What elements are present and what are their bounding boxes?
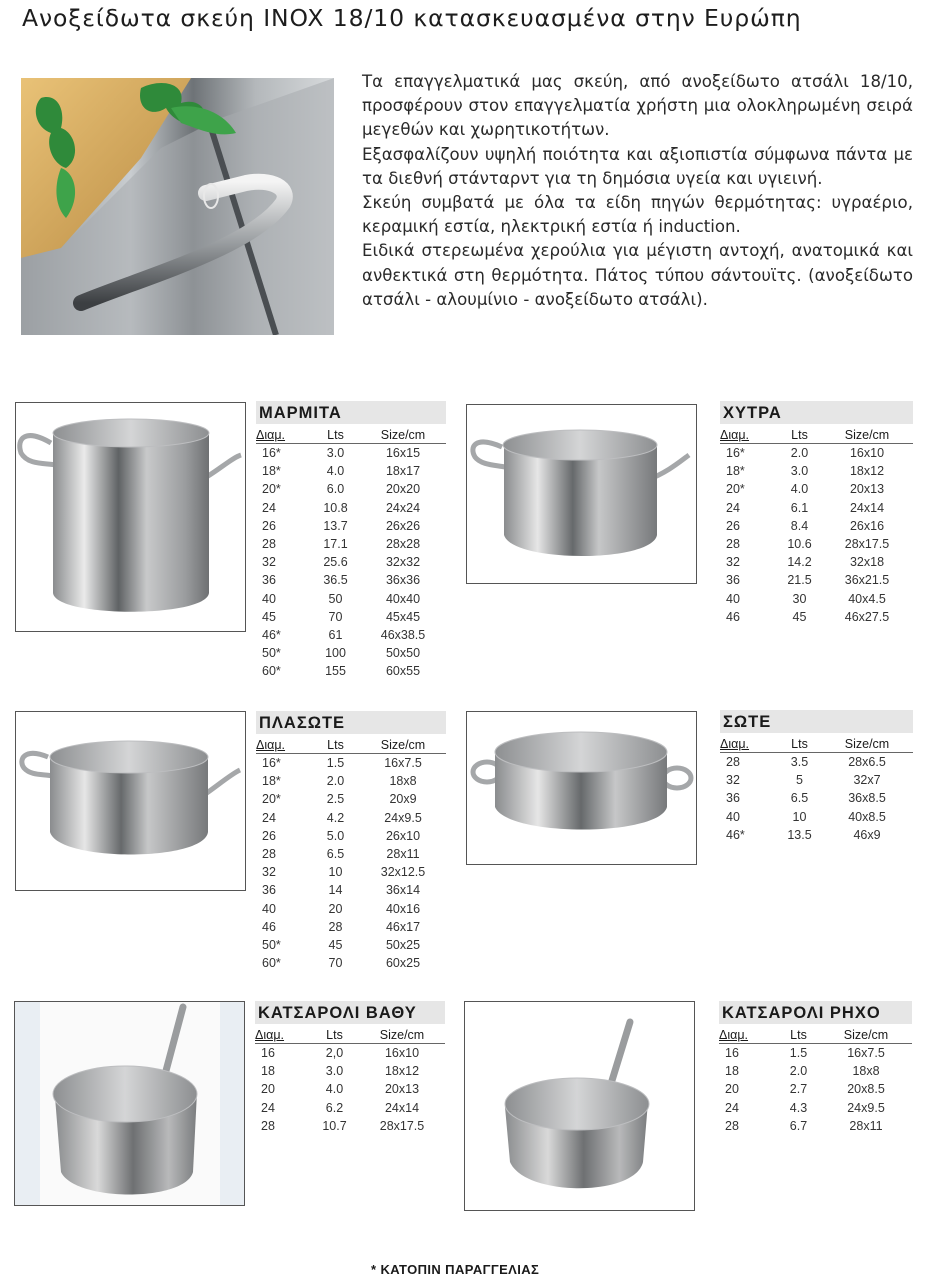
cell-size: 28x17.5 — [379, 1118, 425, 1133]
table-row — [720, 789, 913, 807]
cell-liters: 2.0 — [789, 1064, 808, 1079]
table-header — [256, 427, 446, 444]
cell-size: 46x38.5 — [380, 627, 426, 642]
cell-size: 36x21.5 — [844, 573, 890, 588]
cell-diameter: 16 — [725, 1046, 739, 1060]
cell-diameter: 28 — [262, 536, 276, 551]
cell-size: 50x50 — [385, 646, 421, 661]
cell-liters: 10.6 — [787, 536, 812, 551]
table-row — [255, 1062, 445, 1080]
cell-liters: 4.0 — [326, 464, 345, 479]
product-table-plasote — [256, 711, 446, 972]
low-casserole-icon — [16, 712, 245, 890]
table-row — [720, 826, 913, 844]
table-row — [720, 753, 913, 771]
cell-liters: 10 — [792, 809, 807, 824]
table-row — [256, 918, 446, 936]
table-row — [256, 553, 446, 571]
cell-diameter: 24 — [262, 500, 276, 515]
table-row — [720, 608, 913, 626]
cell-size: 20x13 — [849, 482, 885, 497]
table-header — [720, 736, 913, 753]
cell-liters: 2.7 — [789, 1082, 808, 1097]
cell-liters: 20 — [328, 901, 343, 916]
cell-size: 18x12 — [849, 464, 885, 479]
cell-liters: 155 — [325, 664, 346, 679]
col-liters-header: Lts — [791, 737, 808, 751]
col-diameter-header: Διαμ. — [256, 428, 286, 442]
cell-liters: 4.2 — [326, 810, 345, 825]
cell-diameter: 16* — [726, 446, 745, 460]
table-header — [719, 1027, 912, 1044]
cell-liters: 2.0 — [326, 774, 345, 789]
table-row — [256, 772, 446, 790]
product-table-katsaroli-rixo — [719, 1001, 912, 1135]
cell-liters: 1.5 — [789, 1046, 808, 1060]
cell-liters: 25.6 — [323, 555, 348, 570]
col-liters-header: Lts — [790, 1028, 807, 1042]
table-row — [720, 517, 913, 535]
page-title: Ανοξείδωτα σκεύη INOX 18/10 κατασκευασμένα στην Ευρώπη — [22, 4, 802, 32]
cell-diameter: 18 — [725, 1064, 739, 1079]
pot-handle-photo-icon — [21, 78, 334, 335]
cell-diameter: 18* — [262, 464, 281, 479]
cell-diameter: 26 — [262, 828, 276, 843]
saute-pan-icon — [467, 712, 696, 864]
cell-diameter: 40 — [262, 591, 276, 606]
cell-size: 32x32 — [385, 555, 421, 570]
cell-size: 46x27.5 — [844, 609, 890, 624]
intro-paragraph-4: Ειδικά στερεωμένα χερούλια για μέγιστη αντοχή, ανατομικά και ανθεκτικά στη θερμότητα. Πάτος τύπου σάντουϊτς. (ανοξείδωτο ατσάλι - αλουμίνιο - ανοξείδωτο ατσάλι). — [362, 241, 913, 309]
table-row — [256, 845, 446, 863]
product-name: ΧΥΤΡΑ — [720, 401, 913, 424]
cell-liters: 6.5 — [326, 846, 345, 861]
cell-liters: 45 — [792, 609, 807, 624]
cell-size: 24x9.5 — [384, 810, 422, 825]
table-row — [720, 590, 913, 608]
footnote-on-order: * ΚΑΤΟΠΙΝ ΠΑΡΑΓΓΕΛΙΑΣ — [371, 1262, 540, 1277]
table-row — [720, 808, 913, 826]
cell-size: 28x11 — [849, 1118, 883, 1133]
cell-diameter: 16* — [262, 446, 281, 460]
cell-liters: 6.1 — [790, 500, 809, 515]
table-row — [720, 444, 913, 462]
cell-liters: 4.3 — [789, 1100, 808, 1115]
cell-liters: 13.7 — [323, 518, 348, 533]
col-size-header: Size/cm — [379, 1028, 425, 1042]
cell-liters: 1.5 — [326, 756, 345, 770]
cell-diameter: 18 — [261, 1064, 275, 1079]
cell-diameter: 40 — [726, 591, 740, 606]
col-liters-header: Lts — [327, 738, 344, 752]
cell-diameter: 36 — [726, 791, 740, 806]
table-row — [255, 1080, 445, 1098]
cell-diameter: 40 — [726, 809, 740, 824]
cell-liters: 13.5 — [787, 827, 812, 842]
cell-diameter: 46* — [262, 627, 281, 642]
cell-size: 60x25 — [385, 956, 421, 971]
cell-size: 26x26 — [385, 518, 421, 533]
table-header — [256, 737, 446, 754]
intro-paragraph-1: Τα επαγγελματικά μας σκεύη, από ανοξείδωτο ατσάλι 18/10, προσφέρουν στον επαγγελματία χρήστη μια ολοκληρωμένη σειρά μεγεθών και χωρητικοτήτων. — [362, 72, 913, 140]
table-row — [255, 1099, 445, 1117]
cell-liters: 8.4 — [790, 518, 809, 533]
cell-diameter: 24 — [725, 1100, 739, 1115]
cell-liters: 4.0 — [790, 482, 809, 497]
cell-size: 24x24 — [385, 500, 421, 515]
table-row — [719, 1117, 912, 1135]
cell-diameter: 32 — [262, 865, 276, 880]
cell-size: 18x8 — [389, 774, 417, 789]
cell-size: 28x17.5 — [844, 536, 890, 551]
table-row — [256, 790, 446, 808]
table-row — [256, 881, 446, 899]
table-row — [719, 1099, 912, 1117]
table-row — [256, 662, 446, 680]
cell-size: 36x8.5 — [848, 791, 886, 806]
table-row — [256, 462, 446, 480]
cell-liters: 4.0 — [325, 1082, 344, 1097]
cell-size: 32x18 — [849, 555, 885, 570]
cell-diameter: 36 — [262, 883, 276, 898]
cell-size: 18x8 — [852, 1064, 880, 1079]
cell-liters: 10.7 — [322, 1118, 347, 1133]
cell-diameter: 26 — [262, 518, 276, 533]
cell-size: 16x10 — [384, 1046, 420, 1060]
table-row — [256, 809, 446, 827]
col-diameter-header: Διαμ. — [256, 738, 286, 752]
casserole-pot-icon — [467, 405, 696, 583]
shallow-saucepan-icon — [465, 1002, 694, 1210]
product-image-plasote — [15, 711, 246, 891]
table-row — [256, 827, 446, 845]
cell-liters: 2.0 — [790, 446, 809, 460]
cell-size: 40x8.5 — [848, 809, 886, 824]
cell-liters: 70 — [328, 956, 343, 971]
cell-size: 26x16 — [849, 518, 885, 533]
table-row — [255, 1117, 445, 1135]
col-size-header: Size/cm — [380, 738, 426, 752]
cell-size: 50x25 — [385, 937, 421, 952]
cell-diameter: 50* — [262, 646, 281, 661]
cell-size: 36x36 — [385, 573, 421, 588]
deep-saucepan-icon — [15, 1002, 244, 1205]
cell-size: 20x20 — [385, 482, 421, 497]
cell-size: 24x14 — [849, 500, 885, 515]
cell-diameter: 46 — [726, 609, 740, 624]
cell-liters: 10.8 — [323, 500, 348, 515]
cell-liters: 3.5 — [790, 755, 809, 769]
col-size-header: Size/cm — [844, 737, 890, 751]
cell-diameter: 28 — [261, 1118, 275, 1133]
intro-text — [362, 70, 913, 312]
cell-diameter: 18* — [726, 464, 745, 479]
stockpot-icon — [16, 403, 245, 631]
cell-liters: 2,0 — [325, 1046, 344, 1060]
col-liters-header: Lts — [326, 1028, 343, 1042]
cell-size: 46x9 — [853, 827, 881, 842]
col-diameter-header: Διαμ. — [255, 1028, 285, 1042]
cell-liters: 3.0 — [790, 464, 809, 479]
product-image-sote — [466, 711, 697, 865]
table-row — [256, 590, 446, 608]
table-row — [256, 444, 446, 462]
col-liters-header: Lts — [791, 428, 808, 442]
cell-liters: 14.2 — [787, 555, 812, 570]
cell-diameter: 32 — [726, 773, 740, 788]
table-header — [255, 1027, 445, 1044]
cell-size: 28x28 — [385, 536, 421, 551]
table-row — [256, 499, 446, 517]
col-diameter-header: Διαμ. — [720, 737, 750, 751]
cell-diameter: 46 — [262, 919, 276, 934]
product-table-xytra — [720, 401, 913, 626]
cell-diameter: 24 — [262, 810, 276, 825]
cell-liters: 6.0 — [326, 482, 345, 497]
cell-size: 36x14 — [385, 883, 421, 898]
table-row — [256, 626, 446, 644]
cell-liters: 5.0 — [326, 828, 345, 843]
cell-diameter: 60* — [262, 956, 281, 971]
cell-diameter: 20 — [261, 1082, 275, 1097]
cell-diameter: 16* — [262, 756, 281, 770]
cell-size: 32x12.5 — [380, 865, 426, 880]
product-name: ΚΑΤΣΑΡΟΛΙ ΒΑΘΥ — [255, 1001, 445, 1024]
cell-size: 40x16 — [385, 901, 421, 916]
cell-liters: 6.5 — [790, 791, 809, 806]
table-row — [719, 1044, 912, 1062]
cell-diameter: 20* — [262, 792, 281, 807]
cell-diameter: 50* — [262, 937, 281, 952]
cell-diameter: 24 — [261, 1100, 275, 1115]
table-row — [256, 517, 446, 535]
col-liters-header: Lts — [327, 428, 344, 442]
table-row — [720, 771, 913, 789]
table-row — [720, 571, 913, 589]
table-row — [256, 754, 446, 772]
product-table-marmita — [256, 401, 446, 680]
table-row — [719, 1080, 912, 1098]
table-row — [256, 644, 446, 662]
product-image-katsaroli-vathy — [14, 1001, 245, 1206]
cell-diameter: 24 — [726, 500, 740, 515]
cell-liters: 3.0 — [325, 1064, 344, 1079]
product-name: ΣΩΤΕ — [720, 710, 913, 733]
product-name: ΚΑΤΣΑΡΟΛΙ ΡΗΧΟ — [719, 1001, 912, 1024]
cell-diameter: 16 — [261, 1046, 275, 1060]
cell-diameter: 18* — [262, 774, 281, 789]
cell-diameter: 20 — [725, 1082, 739, 1097]
cell-size: 20x13 — [384, 1082, 420, 1097]
cell-liters: 6.2 — [325, 1100, 344, 1115]
cell-liters: 30 — [792, 591, 807, 606]
cell-size: 28x11 — [386, 846, 420, 861]
cell-diameter: 32 — [262, 555, 276, 570]
cell-diameter: 45 — [262, 609, 276, 624]
cell-liters: 100 — [325, 646, 346, 661]
cell-diameter: 26 — [726, 518, 740, 533]
table-row — [256, 535, 446, 553]
cell-diameter: 20* — [726, 482, 745, 497]
product-image-xytra — [466, 404, 697, 584]
cell-size: 32x7 — [853, 773, 881, 788]
table-row — [256, 480, 446, 498]
cell-liters: 70 — [328, 609, 343, 624]
cell-size: 20x8.5 — [847, 1082, 885, 1097]
table-row — [256, 954, 446, 972]
col-size-header: Size/cm — [843, 1028, 889, 1042]
cell-liters: 5 — [796, 773, 803, 788]
cell-liters: 50 — [328, 591, 343, 606]
cell-size: 24x14 — [384, 1100, 420, 1115]
cell-size: 16x15 — [385, 446, 421, 460]
cell-liters: 21.5 — [787, 573, 812, 588]
cell-diameter: 28 — [262, 846, 276, 861]
cell-size: 16x7.5 — [847, 1046, 885, 1060]
cell-diameter: 32 — [726, 555, 740, 570]
cell-size: 40x4.5 — [848, 591, 886, 606]
intro-paragraph-2: Εξασφαλίζουν υψηλή ποιότητα και αξιοπιστία σύμφωνα πάντα με τα διεθνή στάνταρντ για τη δημόσια υγεία και υγιεινή. — [362, 144, 913, 188]
product-image-marmita — [15, 402, 246, 632]
cell-liters: 36.5 — [323, 573, 348, 588]
cell-size: 45x45 — [385, 609, 421, 624]
product-table-sote — [720, 710, 913, 844]
table-row — [255, 1044, 445, 1062]
cell-size: 20x9 — [389, 792, 417, 807]
table-row — [720, 480, 913, 498]
product-name: ΠΛΑΣΩΤΕ — [256, 711, 446, 734]
table-row — [256, 936, 446, 954]
cell-liters: 2.5 — [326, 792, 345, 807]
cell-liters: 14 — [328, 883, 343, 898]
intro-paragraph-3: Σκεύη συμβατά με όλα τα είδη πηγών θερμότητας: υγραέριο, κεραμική εστία, ηλεκτρική εστία ή induction. — [362, 193, 913, 237]
product-table-katsaroli-vathy — [255, 1001, 445, 1135]
cell-liters: 17.1 — [323, 536, 348, 551]
cell-liters: 45 — [328, 937, 343, 952]
col-diameter-header: Διαμ. — [719, 1028, 749, 1042]
hero-image-pot-handle-with-parsley — [21, 78, 334, 335]
cell-size: 18x12 — [384, 1064, 420, 1079]
cell-diameter: 46* — [726, 827, 745, 842]
cell-liters: 6.7 — [789, 1118, 808, 1133]
cell-size: 16x7.5 — [384, 756, 422, 770]
cell-diameter: 36 — [726, 573, 740, 588]
cell-diameter: 60* — [262, 664, 281, 679]
cell-diameter: 20* — [262, 482, 281, 497]
cell-diameter: 28 — [726, 755, 740, 769]
table-row — [719, 1062, 912, 1080]
table-row — [720, 499, 913, 517]
table-row — [256, 608, 446, 626]
cell-liters: 28 — [328, 919, 343, 934]
cell-liters: 61 — [328, 627, 343, 642]
table-row — [720, 553, 913, 571]
product-image-katsaroli-rixo — [464, 1001, 695, 1211]
table-row — [256, 900, 446, 918]
col-diameter-header: Διαμ. — [720, 428, 750, 442]
table-row — [256, 571, 446, 589]
table-row — [720, 462, 913, 480]
cell-diameter: 28 — [726, 536, 740, 551]
cell-size: 40x40 — [385, 591, 421, 606]
cell-size: 16x10 — [849, 446, 885, 460]
cell-size: 24x9.5 — [847, 1100, 885, 1115]
cell-size: 46x17 — [385, 919, 421, 934]
cell-diameter: 40 — [262, 901, 276, 916]
product-name: ΜΑΡΜΙΤΑ — [256, 401, 446, 424]
table-row — [256, 863, 446, 881]
cell-diameter: 28 — [725, 1118, 739, 1133]
cell-liters: 3.0 — [326, 446, 345, 460]
col-size-header: Size/cm — [844, 428, 890, 442]
table-header — [720, 427, 913, 444]
col-size-header: Size/cm — [380, 428, 426, 442]
cell-size: 60x55 — [385, 664, 421, 679]
cell-liters: 10 — [328, 865, 343, 880]
cell-diameter: 36 — [262, 573, 276, 588]
cell-size: 28x6.5 — [848, 755, 886, 769]
cell-size: 18x17 — [385, 464, 421, 479]
cell-size: 26x10 — [385, 828, 421, 843]
table-row — [720, 535, 913, 553]
